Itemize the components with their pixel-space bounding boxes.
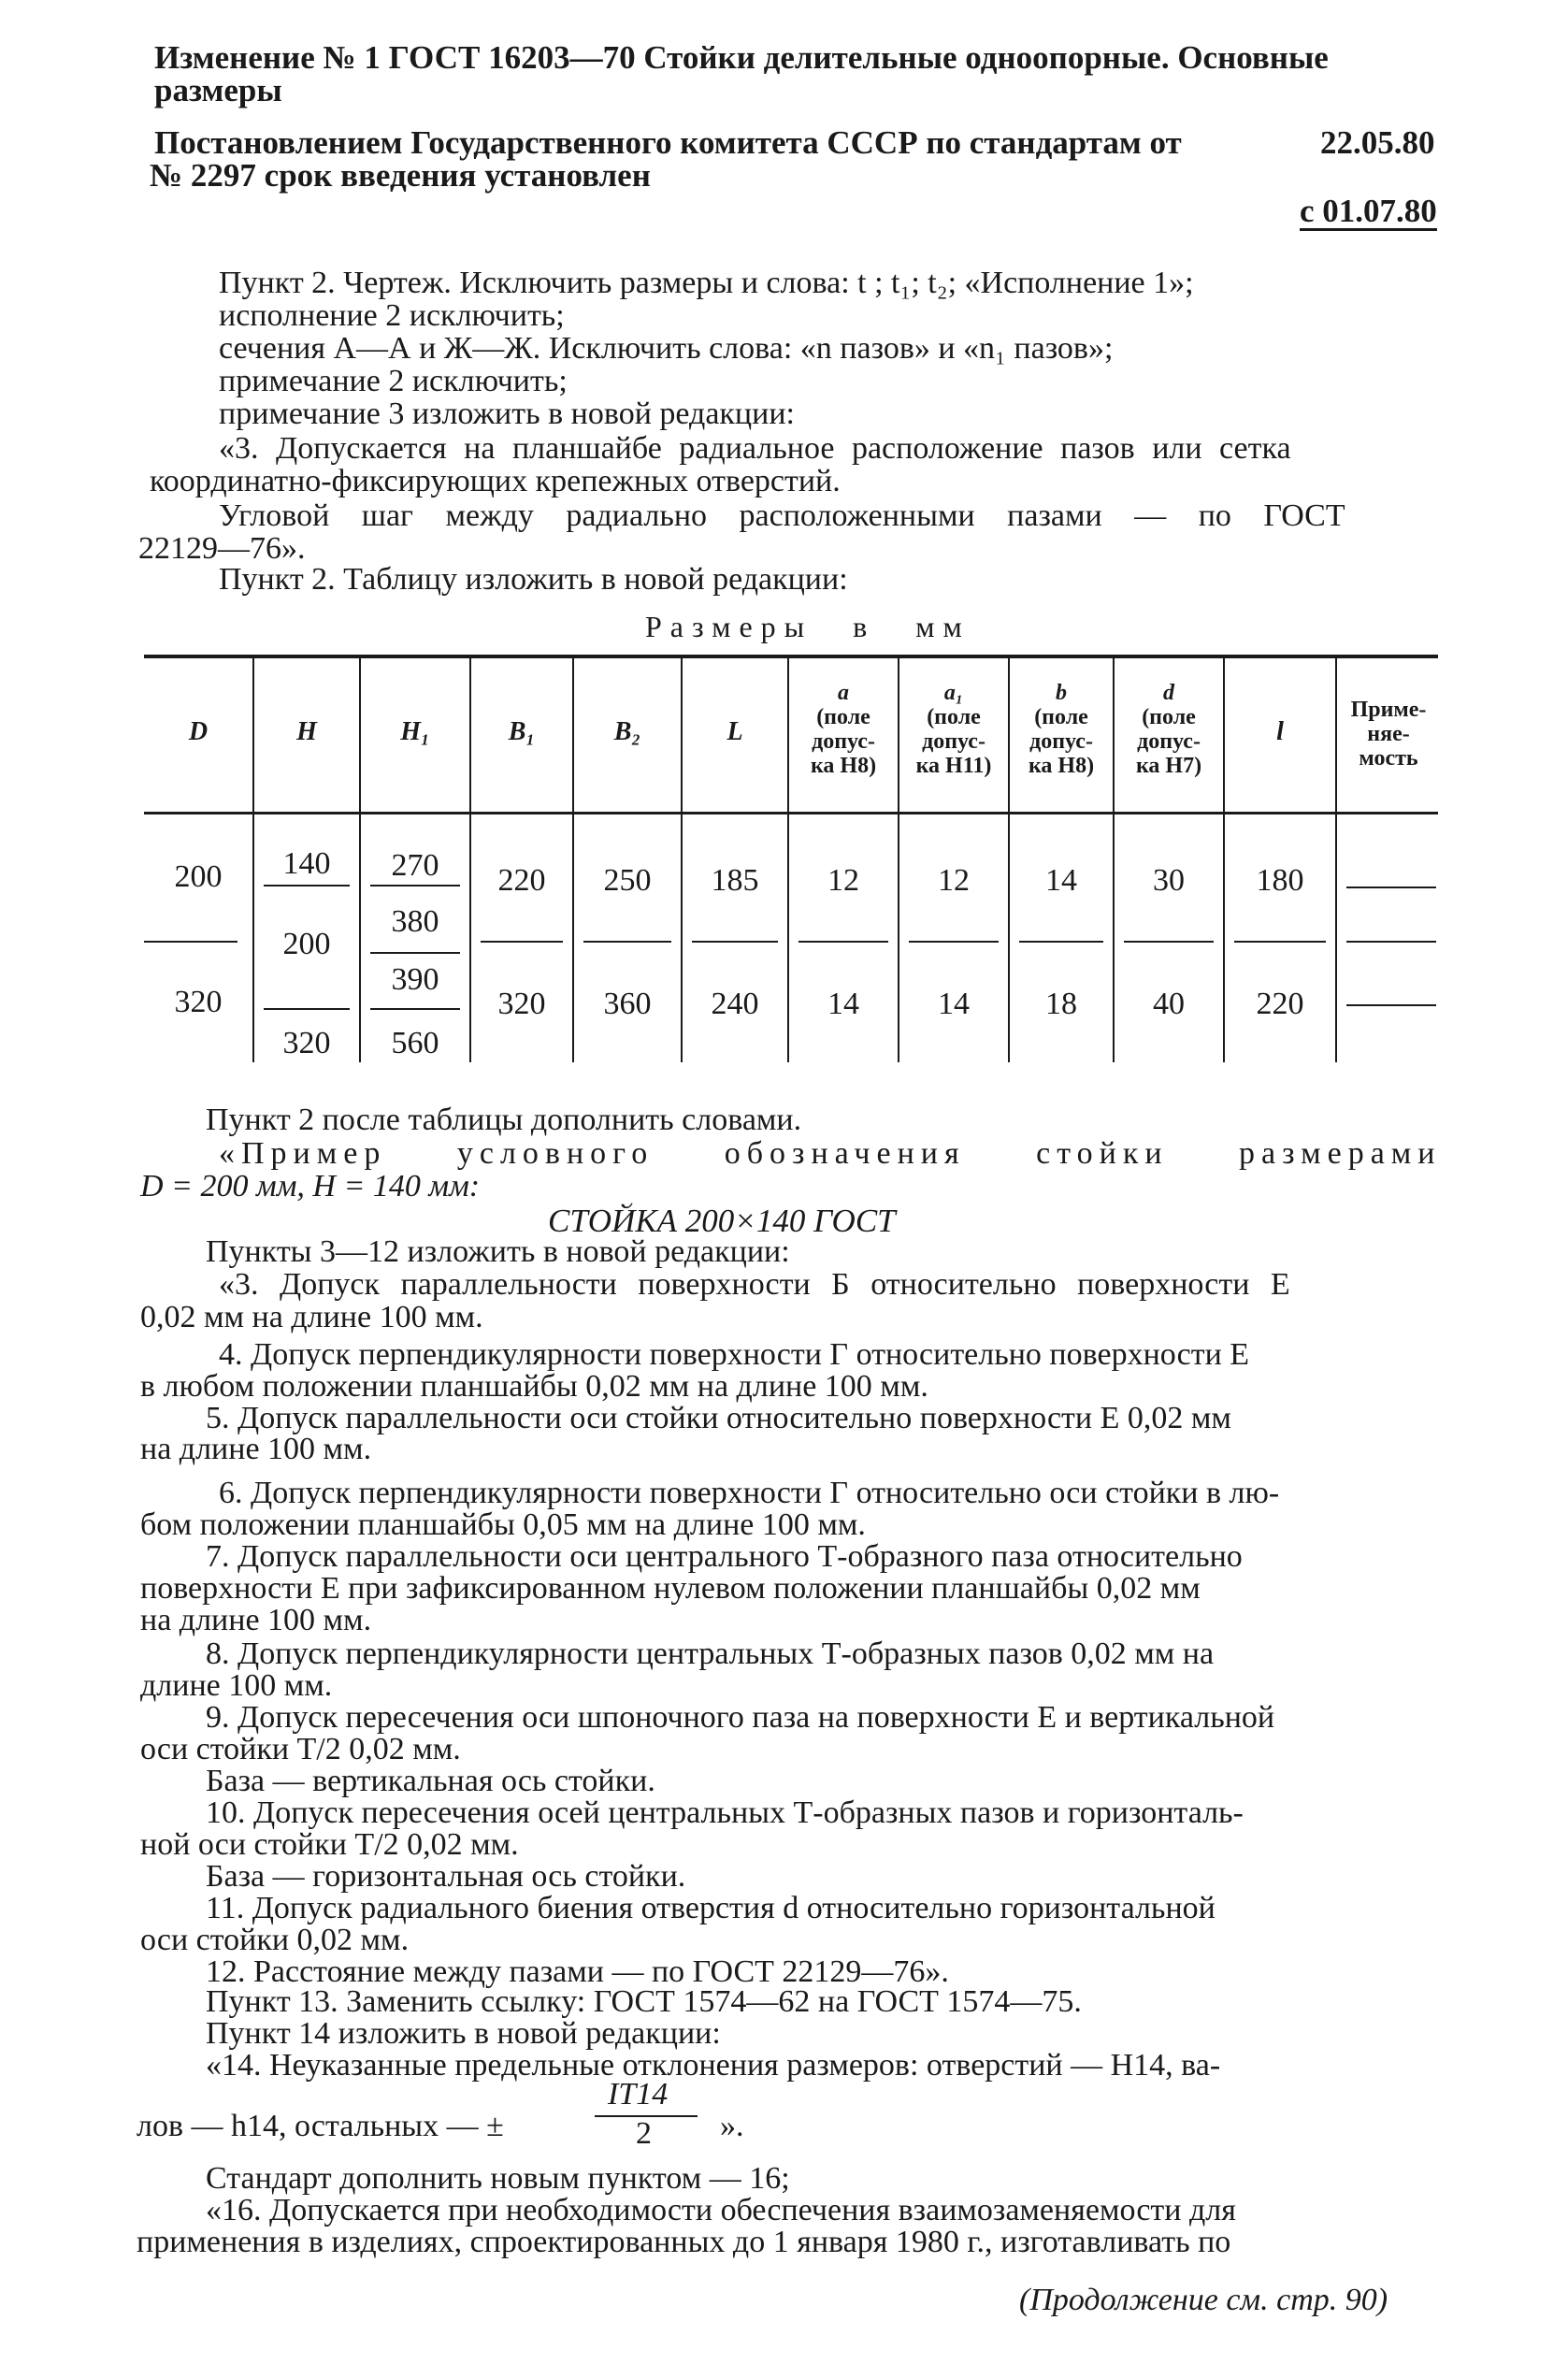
para-after-14: 7. Допуск параллельности оси центрального Т-образного паза относительно: [206, 1539, 1243, 1574]
dash: [481, 941, 563, 943]
para-after-22: 10. Допуск пересечения осей центральных Т-образных пазов и горизонталь-: [206, 1795, 1244, 1830]
cell-H-140: 140: [282, 846, 331, 881]
para-after-8: 4. Допуск перпендикулярности поверхности Г относительно поверхности Е: [219, 1337, 1250, 1372]
dash: [370, 952, 460, 954]
table-header-rule: [144, 812, 1438, 814]
cell-B1-320: 320: [497, 987, 546, 1021]
header-line-3: Постановлением Государственного комитета СССР по стандартам от: [154, 124, 1182, 161]
cell-L-240: 240: [711, 987, 759, 1021]
para-after-24: База — горизонтальная ось стойки.: [206, 1859, 686, 1894]
para-after-11: на длине 100 мм.: [140, 1432, 372, 1466]
table-caption: Размеры в мм: [645, 610, 971, 643]
para-after-28: Пункт 13. Заменить ссылку: ГОСТ 1574—62 на ГОСТ 1574—75.: [206, 1984, 1082, 2019]
cell-D-320: 320: [174, 985, 223, 1019]
cell-H1-390: 390: [391, 962, 439, 997]
col-a1: a₁ (поле допус- ка H11): [915, 681, 992, 778]
dash: [264, 1008, 350, 1010]
para-after-21: База — вертикальная ось стойки.: [206, 1764, 655, 1798]
para-9: 22129—76».: [138, 531, 306, 566]
dash: [1346, 941, 1436, 943]
para-after-23: ной оси стойки Т/2 0,02 мм.: [140, 1827, 519, 1862]
cell-H1-270: 270: [391, 848, 439, 883]
dash: [798, 941, 888, 943]
cell-b-14: 14: [1045, 863, 1077, 898]
cell-H-200: 200: [282, 927, 331, 961]
para-7: координатно-фиксирующих крепежных отверстий.: [150, 464, 841, 498]
para-after-5: Пункты 3—12 изложить в новой редакции:: [206, 1234, 790, 1269]
dash: [1124, 941, 1214, 943]
cell-H1-380: 380: [391, 904, 439, 939]
cell-a-14: 14: [827, 987, 859, 1021]
header-line-4: № 2297 срок введения установлен: [150, 157, 651, 194]
col-B1: B₁: [508, 717, 536, 746]
para-after-15: поверхности Е при зафиксированном нулевом положении планшайбы 0,02 мм: [140, 1571, 1201, 1606]
para-after-3: D = 200 мм, H = 140 мм:: [140, 1169, 481, 1204]
para-8: Угловой шаг между радиально расположенными пазами — по ГОСТ: [219, 498, 1345, 533]
dash: [692, 941, 778, 943]
cell-B1-220: 220: [497, 863, 546, 898]
dash: [1346, 886, 1436, 888]
dash: [370, 885, 460, 886]
para-after-12: 6. Допуск перпендикулярности поверхности Г относительно оси стойки в лю-: [219, 1476, 1280, 1510]
cell-a1-14: 14: [938, 987, 970, 1021]
para-after-17: 8. Допуск перпендикулярности центральных Т-образных пазов 0,02 мм на: [206, 1636, 1215, 1671]
para-after-20: оси стойки Т/2 0,02 мм.: [140, 1732, 461, 1766]
header-line-1: Изменение № 1 ГОСТ 16203—70 Стойки делительные одноопорные. Основные: [154, 39, 1329, 76]
formula-prefix: лов — h14, остальных — ±: [137, 2109, 504, 2143]
para-after-7: 0,02 мм на длине 100 мм.: [140, 1300, 483, 1334]
cell-L-185: 185: [711, 863, 759, 898]
cell-H1-560: 560: [391, 1026, 439, 1060]
col-d: d (поле допус- ка H7): [1135, 681, 1202, 778]
para-after-19: 9. Допуск пересечения оси шпоночного паза на поверхности Е и вертикальной: [206, 1700, 1275, 1735]
para-10: Пункт 2. Таблицу изложить в новой редакции:: [219, 562, 848, 597]
para-after-27: 12. Расстояние между пазами — по ГОСТ 22129—76».: [206, 1954, 949, 1989]
cell-H-320: 320: [282, 1026, 331, 1060]
para-after-10: 5. Допуск параллельности оси стойки относительно поверхности Е 0,02 мм: [206, 1401, 1231, 1435]
para-3: сечения А—А и Ж—Ж. Исключить слова: «n пазов» и «n₁ пазов»;: [219, 331, 1114, 366]
cell-B2-360: 360: [603, 987, 652, 1021]
para-after-6: «3. Допуск параллельности поверхности Б относительно поверхности Е: [219, 1267, 1290, 1302]
dash: [1234, 941, 1326, 943]
dash: [1346, 1004, 1436, 1006]
para-after-16: на длине 100 мм.: [140, 1603, 372, 1637]
para-after-30: «14. Неуказанные предельные отклонения размеров: отверстий — H14, ва-: [206, 2048, 1221, 2083]
table-top-rule: [144, 655, 1438, 658]
para-after-2: «Пример условного обозначения стойки размерами: [219, 1136, 1442, 1171]
para-2: исполнение 2 исключить;: [219, 298, 565, 333]
col-H: H: [296, 717, 317, 746]
effective-date: с 01.07.80: [1300, 193, 1437, 229]
dash: [370, 1008, 460, 1010]
col-B2: B₂: [613, 717, 641, 746]
cell-b-18: 18: [1045, 987, 1077, 1021]
continuation-note: (Продолжение см. стр. 90): [1019, 2283, 1388, 2317]
para-end-3: применения в изделиях, спроектированных до 1 января 1980 г., изготавливать по: [137, 2225, 1231, 2259]
formula-numerator: IT14: [608, 2077, 669, 2112]
para-5: примечание 3 изложить в новой редакции:: [219, 396, 795, 431]
para-after-25: 11. Допуск радиального биения отверстия d относительно горизонтальной: [206, 1891, 1216, 1925]
dash: [1019, 941, 1103, 943]
para-after-13: бом положении планшайбы 0,05 мм на длине 100 мм.: [140, 1507, 866, 1542]
para-after-1: Пункт 2 после таблицы дополнить словами.: [206, 1103, 802, 1137]
cell-l-220: 220: [1256, 987, 1304, 1021]
para-after-18: длине 100 мм.: [140, 1668, 333, 1703]
formula-suffix: ».: [720, 2109, 744, 2143]
cell-l-180: 180: [1256, 863, 1304, 898]
example-designation: СТОЙКА 200×140 ГОСТ: [548, 1203, 896, 1239]
para-after-9: в любом положении планшайбы 0,02 мм на длине 100 мм.: [140, 1369, 928, 1404]
formula-denominator: 2: [636, 2116, 652, 2151]
para-after-29: Пункт 14 изложить в новой редакции:: [206, 2016, 721, 2051]
cell-d-40: 40: [1153, 987, 1185, 1021]
col-b: b (поле допус- ка H8): [1028, 681, 1095, 778]
para-end-1: Стандарт дополнить новым пунктом — 16;: [206, 2161, 790, 2196]
para-end-2: «16. Допускается при необходимости обеспечения взаимозаменяемости для: [206, 2193, 1236, 2227]
col-l: l: [1276, 717, 1284, 746]
dash: [264, 885, 350, 886]
col-prim: Приме- няе- мость: [1350, 698, 1427, 771]
cell-a-12: 12: [827, 863, 859, 898]
dash: [909, 941, 999, 943]
col-H1: H₁: [400, 717, 430, 746]
para-6: «3. Допускается на планшайбе радиальное расположение пазов или сетка: [219, 431, 1291, 466]
col-L: L: [726, 717, 743, 746]
header-line-2: размеры: [154, 72, 282, 108]
dash: [144, 941, 237, 943]
para-4: примечание 2 исключить;: [219, 364, 568, 398]
cell-B2-250: 250: [603, 863, 652, 898]
col-a: a (поле допус- ка H8): [810, 681, 877, 778]
cell-a1-12: 12: [938, 863, 970, 898]
col-D: D: [188, 717, 209, 746]
cell-d-30: 30: [1153, 863, 1185, 898]
cell-D-200: 200: [174, 859, 223, 894]
para-after-26: оси стойки 0,02 мм.: [140, 1923, 410, 1957]
dash: [583, 941, 671, 943]
header-line-3-date: 22.05.80: [1320, 124, 1435, 161]
para-1: Пункт 2. Чертеж. Исключить размеры и слова: t ; t₁; t₂; «Исполнение 1»;: [219, 266, 1194, 300]
